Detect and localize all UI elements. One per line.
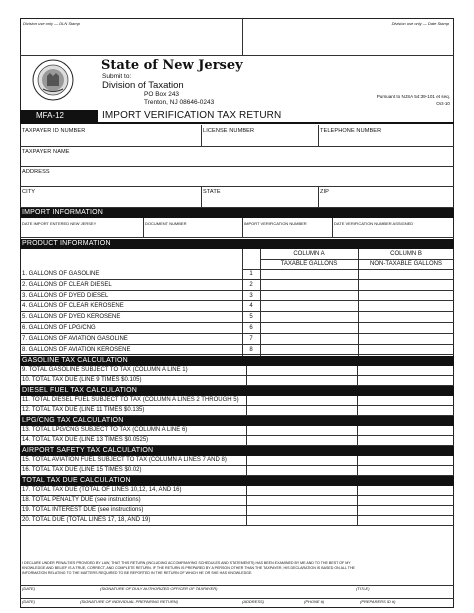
submit-to: Submit to: (102, 73, 132, 80)
calc-line-amount[interactable] (246, 466, 358, 476)
calc-line-label: 10. TOTAL TAX DUE (LINE 9 TIMES $0.105) (22, 377, 142, 383)
calc-line-label: 12. TOTAL TAX DUE (LINE 11 TIMES $0.135) (22, 407, 145, 413)
calc-line-label: 19. TOTAL INTEREST DUE (see instructions) (22, 507, 144, 513)
column-a-field[interactable] (261, 346, 357, 354)
product-row-number: 6 (249, 325, 253, 331)
license-number-label: LICENSE NUMBER (203, 128, 255, 134)
declaration-line-1: I DECLARE UNDER PENALTIES PROVIDED BY LAW, THAT THIS RETURN (INCLUDING ACCOMPANYING SCHEDULES AND STATEMENTS) HAS BEEN EXAMINED BY ME AND TO THE BEST OF MY (22, 561, 351, 565)
product-row (20, 312, 454, 323)
import-verification-label: IMPORT VERIFICATION NUMBER (244, 221, 307, 226)
calc-line-amount[interactable] (246, 406, 358, 416)
column-b-field[interactable] (359, 281, 453, 289)
revision-date: Oct-10 (436, 101, 450, 106)
column-b-field[interactable] (359, 270, 453, 278)
telephone-number-label: TELEPHONE NUMBER (320, 128, 382, 134)
section-header (20, 386, 454, 396)
city-field[interactable] (22, 196, 198, 205)
calc-line (20, 516, 454, 526)
calc-line-label: 11. TOTAL DIESEL FUEL SUBJECT TO TAX (COLUMN A LINES 2 THROUGH 5) (22, 397, 239, 403)
column-a-title: COLUMN A (293, 251, 325, 257)
product-row-label: 5. GALLONS OF DYED KEROSENE (22, 314, 121, 321)
section-heading: TOTAL TAX DUE CALCULATION (22, 477, 131, 484)
date-import-label: DATE IMPORT ENTERED NEW JERSEY (22, 221, 97, 226)
taxpayer-name-label: TAXPAYER NAME (22, 149, 70, 155)
document-number-field[interactable] (145, 227, 239, 236)
column-b-field[interactable] (359, 313, 453, 321)
telephone-number-field[interactable] (320, 136, 450, 145)
form-code: MFA-12 (36, 111, 65, 120)
product-row-label: 3. GALLONS OF DYED DIESEL (22, 292, 109, 299)
import-info-heading: IMPORT INFORMATION (22, 209, 103, 216)
calc-line-amount[interactable] (246, 506, 358, 516)
product-row (20, 280, 454, 291)
calc-line-amount[interactable] (246, 516, 358, 526)
prep-address-label: (ADDRESS) (242, 599, 265, 604)
column-b-field[interactable] (359, 346, 453, 354)
section-header (20, 446, 454, 456)
state-label: STATE (203, 189, 221, 195)
taxpayer-id-label: TAXPAYER ID NUMBER (22, 128, 86, 134)
product-row-label: 6. GALLONS OF LPG/CNG (22, 325, 96, 331)
calc-line (20, 486, 454, 496)
column-b-field[interactable] (359, 302, 453, 310)
column-a-field[interactable] (261, 270, 357, 278)
calc-line (20, 396, 454, 406)
calc-line-label: 15. TOTAL AVIATION FUEL SUBJECT TO TAX (COLUMN A LINES 7 AND 8) (22, 457, 227, 463)
calc-line (20, 506, 454, 516)
section-heading: DIESEL FUEL TAX CALCULATION (22, 387, 137, 394)
column-a-subtitle: TAXABLE GALLONS (280, 261, 338, 267)
product-row-label: 4. GALLONS OF CLEAR KEROSENE (22, 303, 124, 310)
column-a-field[interactable] (261, 335, 357, 343)
form-title: IMPORT VERIFICATION TAX RETURN (102, 110, 282, 121)
column-a-field[interactable] (261, 302, 357, 310)
column-b-field[interactable] (359, 292, 453, 300)
calc-line-amount[interactable] (246, 496, 358, 506)
taxpayer-name-field[interactable] (22, 156, 450, 165)
state-name: State of New Jersey (101, 58, 243, 73)
calc-line (20, 466, 454, 476)
calc-line-label: 9. TOTAL GASOLINE SUBJECT TO TAX (COLUMN A LINE 1) (22, 367, 188, 373)
prep-date-label: (DATE) (22, 599, 36, 604)
product-info-header (20, 239, 454, 249)
product-row (20, 323, 454, 334)
column-b-field[interactable] (359, 324, 453, 332)
calc-line-amount[interactable] (246, 376, 358, 386)
calc-line-label: 13. TOTAL LPG/CNG SUBJECT TO TAX (COLUMN A LINE 6) (22, 427, 188, 433)
city-address: Trenton, NJ 08646-0243 (144, 99, 215, 106)
product-row-label: 1. GALLONS OF GASOLINE (22, 271, 100, 277)
date-stamp-label: Division use only — Date Stamp (391, 21, 449, 26)
calc-line-label: 14. TOTAL TAX DUE (LINE 13 TIMES $0.0525) (22, 437, 149, 443)
po-box: PO Box 243 (144, 91, 180, 98)
product-row (20, 345, 454, 356)
calc-line (20, 406, 454, 416)
calc-line-amount[interactable] (246, 456, 358, 466)
state-field[interactable] (203, 196, 315, 205)
product-row-label: 7. GALLONS OF AVIATION GASOLINE (22, 335, 128, 342)
product-row-number: 8 (249, 346, 253, 353)
pursuant-statute: Pursuant to NJSA 54:39-101 et seq. (376, 94, 450, 99)
taxpayer-id-field[interactable] (22, 136, 198, 145)
column-a-field[interactable] (261, 313, 357, 321)
calc-line (20, 496, 454, 506)
product-row (20, 334, 454, 345)
state-seal (32, 59, 74, 101)
product-row-number: 7 (249, 335, 253, 342)
section-header (20, 356, 454, 366)
calc-line-amount[interactable] (246, 396, 358, 406)
product-row (20, 269, 454, 280)
calc-line-label: 18. TOTAL PENALTY DUE (see instructions) (22, 497, 141, 503)
product-row-number: 4 (249, 303, 253, 310)
product-row-label: 2. GALLONS OF CLEAR DIESEL (22, 281, 112, 288)
calc-line (20, 376, 454, 386)
declaration-line-3: INFORMATION RELATING TO THE MATTERS REQUIRED TO BE REPORTED IN THE RETURN OF WHICH HE OR SHE HAS KNOWLEDGE. (22, 571, 253, 575)
calc-line-label: 16. TOTAL TAX DUE (LINE 15 TIMES $0.02) (22, 467, 142, 473)
sig-officer-label: (SIGNATURE OF DULY AUTHORIZED OFFICER OF TAXPAYER) (100, 586, 218, 591)
product-row-number: 2 (249, 281, 253, 288)
address-field[interactable] (22, 176, 450, 185)
prep-signature-label: (SIGNATURE OF INDIVIDUAL PREPARING RETURN) (80, 599, 178, 604)
calc-line-label: 17. TOTAL TAX DUE (TOTAL OF LINES 10,12, 14, AND 16) (22, 487, 182, 493)
document-number-label: DOCUMENT NUMBER (145, 221, 187, 226)
address-label: ADDRESS (22, 169, 50, 175)
column-a-field[interactable] (261, 324, 357, 332)
calc-line (20, 426, 454, 436)
product-row-number: 3 (249, 292, 253, 299)
zip-field[interactable] (320, 196, 450, 205)
declaration-line-2: KNOWLEDGE AND BELIEF IS A TRUE, CORRECT, AND COMPLETE RETURN. IF THE RETURN IS PREPARED BY A PERSON OTHER THAN THE TAXPAYER, HIS DECLARATION IS BASED ON ALL THE (22, 566, 355, 570)
date-verification-label: DATE VERIFICATION NUMBER ASSIGNED (334, 221, 414, 226)
column-a-field[interactable] (261, 281, 357, 289)
calc-line-amount[interactable] (246, 426, 358, 436)
calc-line-amount[interactable] (246, 436, 358, 446)
product-row (20, 291, 454, 302)
product-row (20, 301, 454, 312)
calc-line-amount[interactable] (246, 366, 358, 376)
product-info-heading: PRODUCT INFORMATION (22, 240, 111, 247)
column-b-title: COLUMN B (390, 251, 422, 257)
import-verification-field[interactable] (244, 227, 329, 236)
product-row-number: 1 (249, 271, 253, 277)
section-heading: GASOLINE TAX CALCULATION (22, 357, 128, 364)
sig-date-label: (DATE) (22, 586, 36, 591)
date-import-field[interactable] (22, 227, 140, 236)
import-info-header (20, 208, 454, 218)
prep-id-label: (PREPARERS ID #) (360, 599, 396, 604)
calc-line (20, 436, 454, 446)
column-b-subtitle: NON-TAXABLE GALLONS (370, 261, 442, 267)
calc-line (20, 366, 454, 376)
section-heading: AIRPORT SAFETY TAX CALCULATION (22, 447, 154, 454)
city-label: CITY (22, 189, 36, 195)
date-verification-field[interactable] (334, 227, 450, 236)
calc-line (20, 456, 454, 466)
dln-stamp-label: Division use only — DLN Stamp (23, 21, 80, 26)
preparer-signature-field[interactable] (22, 592, 452, 598)
section-heading: LPG/CNG TAX CALCULATION (22, 417, 124, 424)
prep-phone-label: (PHONE #) (304, 599, 325, 604)
section-header (20, 416, 454, 426)
calc-line-amount[interactable] (246, 486, 358, 496)
zip-label: ZIP (320, 189, 330, 195)
officer-signature-field[interactable] (22, 578, 452, 585)
column-b-field[interactable] (359, 335, 453, 343)
division-name: Division of Taxation (102, 80, 184, 91)
license-number-field[interactable] (203, 136, 315, 145)
calc-line-label: 20. TOTAL DUE (TOTAL LINES 17, 18, AND 19) (22, 517, 151, 523)
sig-title-label: (TITLE) (356, 586, 370, 591)
section-header (20, 476, 454, 486)
product-row-label: 8. GALLONS OF AVIATION KEROSENE (22, 346, 131, 353)
column-a-field[interactable] (261, 292, 357, 300)
product-row-number: 5 (249, 314, 253, 321)
